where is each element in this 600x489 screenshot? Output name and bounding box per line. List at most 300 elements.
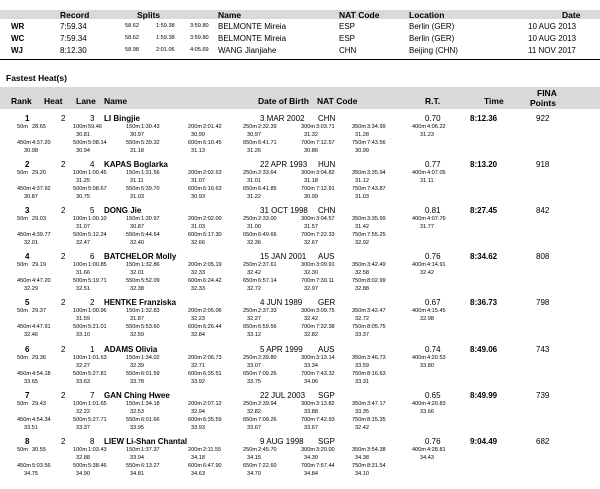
split-time: 28.65 <box>32 124 46 130</box>
split-distance: 500m <box>73 416 87 423</box>
lap-time: 32.42 <box>247 270 261 277</box>
split-distance: 500m <box>73 232 87 239</box>
result-rank: 7 <box>25 390 30 400</box>
split-distance: 750m <box>352 186 366 193</box>
split-distance: 50m <box>17 124 28 130</box>
result-time: 8:49.99 <box>470 390 498 400</box>
split-distance: 150m <box>126 262 140 269</box>
split-time: 29.36 <box>32 354 46 361</box>
lap-time: 31.18 <box>130 148 144 154</box>
split-distance: 450m <box>17 186 31 193</box>
lap-time: 31.03 <box>191 224 205 231</box>
split-time: 7:12.57 <box>316 140 335 146</box>
result-lane: 7 <box>90 390 95 400</box>
record-split-200: 4:05.69 <box>190 47 209 53</box>
result-name: DONG Jie <box>104 206 142 216</box>
split-time: 3:04.57 <box>316 216 335 223</box>
lap-time: 31.11 <box>130 178 144 185</box>
result-nat: CHN <box>318 114 336 123</box>
split-distance: 250m <box>243 446 257 453</box>
result-lane: 5 <box>90 206 95 216</box>
lap-time: 33.94 <box>130 454 144 461</box>
split-time: 3:35.94 <box>367 170 386 177</box>
split-distance: 50m <box>17 216 28 223</box>
split-time: 4:20.83 <box>427 400 446 407</box>
lap-time: 32.01 <box>130 270 144 277</box>
lap-time: 31.18 <box>304 178 318 185</box>
result-points: 743 <box>536 344 550 354</box>
split-time: 5:27.71 <box>88 416 107 423</box>
result-points: 682 <box>536 436 550 446</box>
result-lane: 3 <box>90 114 95 123</box>
record-nat: ESP <box>339 22 356 31</box>
split-distance: 550m <box>126 232 140 239</box>
split-time: 7:09.26 <box>258 370 277 377</box>
split-time: 6:35.59 <box>203 416 222 423</box>
record-code: WC <box>11 34 25 43</box>
split-distance: 450m <box>17 232 31 239</box>
split-distance: 300m <box>301 446 315 453</box>
result-lane: 1 <box>90 344 95 354</box>
lap-time: 33.78 <box>130 378 144 385</box>
split-time: 7:30.11 <box>316 278 335 285</box>
split-distance: 350m <box>352 446 366 453</box>
record-date: 11 NOV 2017 <box>528 46 576 55</box>
lap-time: 32.23 <box>191 316 205 323</box>
split-distance: 450m <box>17 370 31 377</box>
result-time: 9:04.49 <box>470 436 498 446</box>
lap-time: 34.43 <box>420 454 434 461</box>
split-distance: 50m <box>17 170 28 177</box>
split-distance: 400m <box>412 308 426 315</box>
split-time: 7:43.32 <box>316 370 335 377</box>
lap-time: 33.92 <box>191 378 205 385</box>
split-distance: 500m <box>73 370 87 377</box>
lap-time: 33.67 <box>247 424 261 431</box>
split-time: 4:54.34 <box>32 416 51 423</box>
split-time: 5:39.70 <box>141 186 160 193</box>
result-heat: 2 <box>61 436 66 446</box>
split-distance: 700m <box>301 416 315 423</box>
split-distance: 300m <box>301 216 315 223</box>
split-distance: 250m <box>243 308 257 315</box>
col-name: Name <box>104 96 128 106</box>
split-time: 7:57.44 <box>316 462 335 469</box>
split-distance: 500m <box>73 324 87 331</box>
split-time: 4:15.45 <box>427 308 446 315</box>
split-time: 5:08.67 <box>88 186 107 193</box>
result-rank: 3 <box>25 206 30 216</box>
split-time: 7:43.56 <box>367 140 386 146</box>
records-col-date: Date <box>562 10 581 20</box>
split-distance: 300m <box>301 124 315 130</box>
split-time: 1:31.56 <box>141 170 160 177</box>
record-location: Berlin (GER) <box>409 34 455 43</box>
lap-time: 31.13 <box>191 148 205 154</box>
split-time: 1:30.97 <box>141 216 160 223</box>
result-row <box>0 391 600 434</box>
record-split-100: 2:01.06 <box>156 47 175 53</box>
col-lane: Lane <box>76 96 96 106</box>
lap-time: 32.94 <box>191 408 205 415</box>
split-time: 29.43 <box>32 400 46 407</box>
split-distance: 750m <box>352 324 366 331</box>
split-time: 5:12.24 <box>88 232 107 239</box>
lap-time: 31.12 <box>355 178 369 185</box>
split-distance: 400m <box>412 262 426 269</box>
split-distance: 550m <box>126 278 140 285</box>
record-date: 10 AUG 2013 <box>528 22 577 31</box>
split-distance: 150m <box>126 354 140 361</box>
lap-time: 30.99 <box>304 194 318 201</box>
result-heat: 2 <box>61 206 66 216</box>
split-time: 7:42.93 <box>316 416 335 423</box>
lap-time: 32.27 <box>247 316 261 323</box>
split-time: 7:22.33 <box>316 232 335 239</box>
split-time: 5:21.01 <box>88 324 107 331</box>
split-distance: 200m <box>188 216 202 223</box>
split-time: 6:10.45 <box>203 140 222 146</box>
result-nat: SGP <box>318 390 335 400</box>
lap-time: 32.97 <box>304 286 318 293</box>
record-split-200: 3:59.80 <box>190 35 209 41</box>
lap-time: 33.35 <box>355 408 369 415</box>
records-col-record: Record <box>60 10 90 20</box>
split-time: 2:02.00 <box>203 216 222 223</box>
lap-time: 31.03 <box>130 194 144 201</box>
split-time: 3:42.49 <box>367 262 386 269</box>
lap-time: 32.67 <box>304 240 318 247</box>
split-distance: 750m <box>352 278 366 285</box>
lap-time: 31.22 <box>247 194 261 201</box>
result-dob: 31 OCT 1998 <box>260 206 308 216</box>
lap-time: 33.75 <box>247 378 261 385</box>
result-dob: 5 APR 1999 <box>260 344 303 354</box>
lap-time: 30.81 <box>76 132 90 138</box>
result-name: LIEW Li-Shan Chantal <box>104 436 188 446</box>
split-distance: 200m <box>188 446 202 453</box>
split-distance: 50m <box>17 354 28 361</box>
split-distance: 350m <box>352 170 366 177</box>
result-nat: CHN <box>318 206 336 216</box>
split-time: 2:33.00 <box>258 216 277 223</box>
lap-time: 33.34 <box>304 362 318 369</box>
result-lane: 4 <box>90 160 95 170</box>
lap-time: 31.57 <box>304 224 318 231</box>
split-distance: 500m <box>73 186 87 193</box>
record-name: WANG Jianjiahe <box>218 46 277 55</box>
result-points: 798 <box>536 298 550 308</box>
split-time: 2:45.70 <box>258 446 277 453</box>
split-distance: 300m <box>301 354 315 361</box>
lap-time: 32.33 <box>191 270 205 277</box>
split-time: 6:13.27 <box>141 462 160 469</box>
lap-time: 33.37 <box>355 332 369 339</box>
result-name: GAN Ching Hwee <box>104 390 170 400</box>
lap-time: 32.98 <box>420 316 434 323</box>
split-distance: 50m <box>17 446 28 453</box>
split-time: 1:34.18 <box>141 400 160 407</box>
result-points: 739 <box>536 390 550 400</box>
split-time: 1:03.43 <box>88 446 107 453</box>
split-distance: 300m <box>301 170 315 177</box>
lap-time: 32.29 <box>24 286 38 293</box>
result-heat: 2 <box>61 344 66 354</box>
split-time: 3:35.99 <box>367 216 386 223</box>
lap-time: 33.12 <box>247 332 261 339</box>
result-heat: 2 <box>61 390 66 400</box>
split-time: 4:37.20 <box>32 140 51 146</box>
split-time: 6:49.66 <box>258 232 277 239</box>
result-name: BATCHELOR Molly <box>104 252 177 262</box>
record-code: WJ <box>11 46 23 55</box>
split-time: 3:42.47 <box>367 308 386 315</box>
result-lane: 2 <box>90 298 95 308</box>
record-split-200: 3:59.80 <box>190 23 209 29</box>
split-distance: 400m <box>412 216 426 223</box>
lap-time: 30.93 <box>191 194 205 201</box>
lap-time: 33.51 <box>24 424 38 431</box>
lap-time: 30.94 <box>76 148 90 154</box>
result-points: 842 <box>536 206 550 216</box>
lap-time: 33.95 <box>130 424 144 431</box>
record-split-100: 1:59.38 <box>156 23 175 29</box>
records-col-location: Location <box>409 10 445 20</box>
split-time: 30.55 <box>32 446 46 453</box>
split-time: 6:41.85 <box>258 186 277 193</box>
split-time: 4:47.20 <box>32 278 51 285</box>
split-time: 5:08.14 <box>88 140 107 146</box>
col-rank: Rank <box>11 96 32 106</box>
split-distance: 600m <box>188 370 202 377</box>
split-time: 7:12.91 <box>316 186 335 193</box>
result-row <box>0 437 600 480</box>
split-time: 1:00.10 <box>88 216 107 223</box>
split-time: 5:38.46 <box>88 462 107 469</box>
split-distance: 100m <box>73 354 87 361</box>
split-time: 3:46.73 <box>367 354 386 361</box>
split-time: 6:57.14 <box>258 278 277 285</box>
record-split-50: 58.98 <box>125 47 139 53</box>
record-location: Berlin (GER) <box>409 22 455 31</box>
lap-time: 32.38 <box>130 286 144 293</box>
split-time: 2:02.63 <box>203 170 222 177</box>
split-distance: 250m <box>243 216 257 223</box>
split-time: 5:53.60 <box>141 324 160 331</box>
records-col-nat: NAT Code <box>339 10 380 20</box>
result-rt: 0.77 <box>425 160 441 170</box>
lap-time: 33.37 <box>76 424 90 431</box>
record-split-50: 58.62 <box>125 35 139 41</box>
split-distance: 700m <box>301 186 315 193</box>
split-time: 2:06.73 <box>203 354 222 361</box>
split-time: 4:14.91 <box>427 262 446 269</box>
split-time: 29.03 <box>32 216 46 223</box>
split-distance: 250m <box>243 262 257 269</box>
record-time: 7:59.34 <box>60 34 87 43</box>
lap-time: 32.72 <box>247 286 261 293</box>
split-distance: 650m <box>243 416 257 423</box>
split-distance: 650m <box>243 370 257 377</box>
split-time: 2:05.19 <box>203 262 222 269</box>
split-distance: 100m <box>73 446 87 453</box>
lap-time: 32.92 <box>355 240 369 247</box>
lap-time: 34.38 <box>355 454 369 461</box>
lap-time: 31.00 <box>247 224 261 231</box>
split-distance: 750m <box>352 140 366 146</box>
split-distance: 650m <box>243 186 257 193</box>
split-distance: 450m <box>17 416 31 423</box>
result-heat: 2 <box>61 252 66 262</box>
split-time: 3:13.82 <box>316 400 335 407</box>
lap-time: 32.58 <box>355 270 369 277</box>
split-time: 3:13.14 <box>316 354 335 361</box>
col-time: Time <box>484 96 504 106</box>
lap-time: 32.46 <box>24 332 38 339</box>
split-distance: 100m <box>73 124 87 130</box>
result-nat: GER <box>318 298 336 308</box>
lap-time: 30.75 <box>76 194 90 201</box>
result-rank: 4 <box>25 252 30 262</box>
split-time: 5:39.32 <box>141 140 160 146</box>
result-name: ADAMS Olivia <box>104 344 158 354</box>
split-distance: 550m <box>126 186 140 193</box>
split-distance: 500m <box>73 140 87 146</box>
lap-time: 34.84 <box>304 470 318 477</box>
lap-time: 33.07 <box>247 362 261 369</box>
records-col-name: Name <box>218 10 242 20</box>
result-rt: 0.74 <box>425 344 441 354</box>
col-nat: NAT Code <box>317 96 358 106</box>
split-time: 8:16.63 <box>367 370 386 377</box>
lap-time: 31.87 <box>130 316 144 323</box>
lap-time: 32.30 <box>304 270 318 277</box>
split-distance: 200m <box>188 262 202 269</box>
split-time: 4:07.05 <box>427 170 446 177</box>
split-time: 29.20 <box>32 170 46 177</box>
lap-time: 34.15 <box>247 454 261 461</box>
split-time: 3:47.17 <box>367 400 386 407</box>
result-rt: 0.76 <box>425 436 441 446</box>
split-time: 29.19 <box>32 262 46 269</box>
split-distance: 750m <box>352 370 366 377</box>
lap-time: 31.42 <box>355 224 369 231</box>
split-time: 8:15.35 <box>367 416 386 423</box>
split-distance: 450m <box>17 324 31 331</box>
lap-time: 31.07 <box>76 224 90 231</box>
split-time: 1:01.63 <box>88 354 107 361</box>
split-distance: 700m <box>301 462 315 469</box>
split-time: 6:24.42 <box>203 278 222 285</box>
split-time: 4:06.22 <box>427 124 446 130</box>
split-time: 2:39.94 <box>258 400 277 407</box>
lap-time: 33.63 <box>76 378 90 385</box>
split-distance: 700m <box>301 324 315 331</box>
records-col-splits: Splits <box>137 10 161 20</box>
result-name: KAPAS Boglarka <box>104 160 168 170</box>
lap-time: 34.70 <box>247 470 261 477</box>
split-time: 6:17.30 <box>203 232 222 239</box>
split-time: 2:33.64 <box>258 170 277 177</box>
lap-time: 30.99 <box>191 132 205 138</box>
lap-time: 32.59 <box>130 332 144 339</box>
split-time: 6:10.63 <box>203 186 222 193</box>
split-distance: 550m <box>126 370 140 377</box>
result-row <box>0 298 600 341</box>
lap-time: 32.27 <box>76 362 90 369</box>
lap-time: 31.03 <box>355 194 369 201</box>
split-time: 5:52.09 <box>141 278 160 285</box>
split-time: 2:05.06 <box>203 308 222 315</box>
lap-time: 34.81 <box>130 470 144 477</box>
split-distance: 300m <box>301 262 315 269</box>
result-points: 918 <box>536 160 550 170</box>
split-distance: 200m <box>188 308 202 315</box>
split-distance: 250m <box>243 124 257 130</box>
lap-time: 30.87 <box>24 194 38 201</box>
record-nat: CHN <box>339 46 357 55</box>
split-distance: 250m <box>243 170 257 177</box>
result-lane: 8 <box>90 436 95 446</box>
record-split-50: 58.62 <box>125 23 139 29</box>
result-rank: 5 <box>25 298 30 308</box>
lap-time: 31.07 <box>191 178 205 185</box>
split-time: 2:37.61 <box>258 262 277 269</box>
split-distance: 150m <box>126 216 140 223</box>
split-distance: 700m <box>301 232 315 239</box>
split-time: 4:47.91 <box>32 324 51 331</box>
lap-time: 33.67 <box>304 424 318 431</box>
result-points: 922 <box>536 114 550 123</box>
result-time: 8:12.36 <box>470 114 498 123</box>
split-distance: 600m <box>188 416 202 423</box>
split-time: 29.37 <box>32 308 46 315</box>
split-time: 6:01.66 <box>141 416 160 423</box>
split-time: 3:03.71 <box>316 124 335 130</box>
section-title: Fastest Heat(s) <box>6 73 67 83</box>
split-time: 2:39.80 <box>258 354 277 361</box>
lap-time: 33.59 <box>355 362 369 369</box>
split-time: 6:47.90 <box>203 462 222 469</box>
record-nat: ESP <box>339 34 356 43</box>
result-nat: SGP <box>318 436 335 446</box>
lap-time: 31.77 <box>420 224 434 231</box>
split-distance: 400m <box>412 170 426 177</box>
result-row <box>0 114 600 157</box>
split-distance: 150m <box>126 124 140 130</box>
split-distance: 200m <box>188 354 202 361</box>
lap-time: 32.72 <box>355 316 369 323</box>
lap-time: 32.88 <box>76 454 90 461</box>
split-time: 1:00.85 <box>88 262 107 269</box>
split-time: 59.46 <box>88 124 102 130</box>
split-time: 2:32.39 <box>258 124 277 130</box>
split-distance: 50m <box>17 262 28 269</box>
result-lane: 6 <box>90 252 95 262</box>
lap-time: 32.82 <box>304 332 318 339</box>
record-name: BELMONTE Mireia <box>218 22 287 31</box>
split-distance: 600m <box>188 278 202 285</box>
result-name: LI Bingjie <box>104 114 140 123</box>
split-distance: 350m <box>352 216 366 223</box>
result-dob: 22 APR 1993 <box>260 160 308 170</box>
result-rt: 0.67 <box>425 298 441 308</box>
result-rt: 0.81 <box>425 206 441 216</box>
result-heat: 2 <box>61 298 66 308</box>
result-dob: 4 JUN 1989 <box>260 298 303 308</box>
lap-time: 31.28 <box>355 132 369 138</box>
lap-time: 34.30 <box>304 454 318 461</box>
